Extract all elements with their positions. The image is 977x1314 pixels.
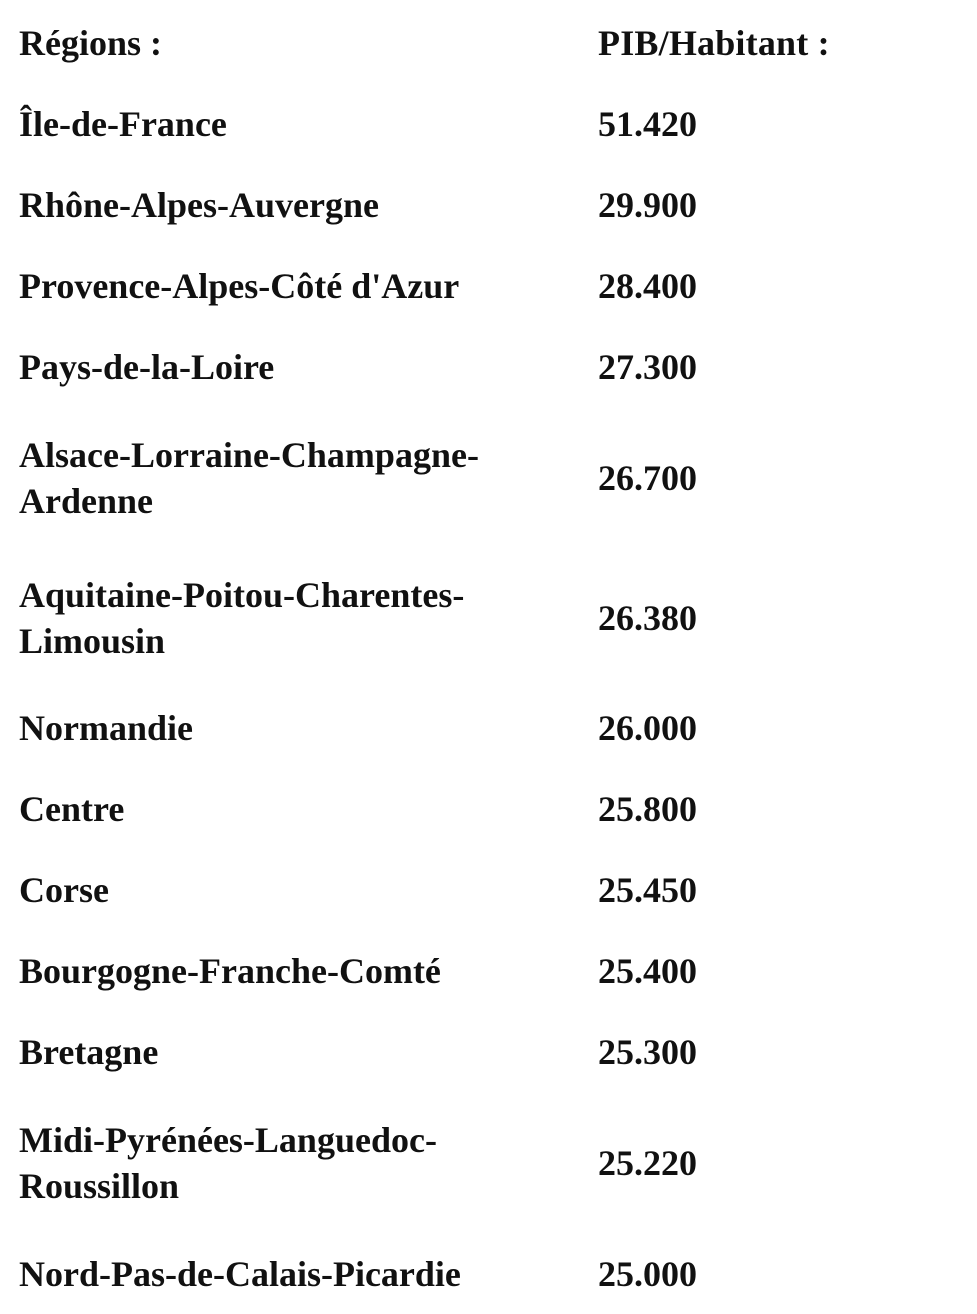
table-row bbox=[0, 1117, 977, 1209]
gdp-value: 25.450 bbox=[598, 870, 697, 910]
region-name: Centre bbox=[19, 789, 125, 829]
gdp-value: 25.000 bbox=[598, 1254, 697, 1294]
region-name: Corse bbox=[19, 870, 109, 910]
gdp-value: 26.000 bbox=[598, 708, 697, 748]
gdp-value: 28.400 bbox=[598, 266, 697, 306]
gdp-value: 25.300 bbox=[598, 1032, 697, 1072]
gdp-value: 26.380 bbox=[598, 598, 697, 638]
region-name: Aquitaine-Poitou-Charentes- Limousin bbox=[19, 575, 465, 661]
gdp-value: 51.420 bbox=[598, 104, 697, 144]
gdp-value: 26.700 bbox=[598, 458, 697, 498]
table-row bbox=[0, 705, 977, 751]
table-header bbox=[0, 20, 977, 66]
region-name: Bretagne bbox=[19, 1032, 159, 1072]
region-name: Pays-de-la-Loire bbox=[19, 347, 275, 387]
table-row bbox=[0, 1251, 977, 1297]
region-name: Alsace-Lorraine-Champagne- Ardenne bbox=[19, 435, 479, 521]
gdp-value: 29.900 bbox=[598, 185, 697, 225]
gdp-value: 25.800 bbox=[598, 789, 697, 829]
gdp-value: 27.300 bbox=[598, 347, 697, 387]
table-row bbox=[0, 1029, 977, 1075]
region-name: Nord-Pas-de-Calais-Picardie bbox=[19, 1254, 461, 1294]
gdp-value: 25.220 bbox=[598, 1143, 697, 1183]
region-name: Midi-Pyrénées-Languedoc- Roussillon bbox=[19, 1120, 437, 1206]
table-row bbox=[0, 182, 977, 228]
region-name: Île-de-France bbox=[19, 104, 227, 144]
region-name: Provence-Alpes-Côté d'Azur bbox=[19, 266, 460, 306]
region-name: Rhône-Alpes-Auvergne bbox=[19, 185, 379, 225]
region-name: Bourgogne-Franche-Comté bbox=[19, 951, 441, 991]
table-row bbox=[0, 948, 977, 994]
table-row bbox=[0, 432, 977, 524]
region-name: Normandie bbox=[19, 708, 193, 748]
table-row bbox=[0, 572, 977, 664]
table-row bbox=[0, 344, 977, 390]
gdp-value: 25.400 bbox=[598, 951, 697, 991]
table-row bbox=[0, 867, 977, 913]
header-region: Régions : bbox=[19, 23, 162, 63]
header-value: PIB/Habitant : bbox=[598, 23, 830, 63]
table-row bbox=[0, 101, 977, 147]
table-row bbox=[0, 263, 977, 309]
table-row bbox=[0, 786, 977, 832]
